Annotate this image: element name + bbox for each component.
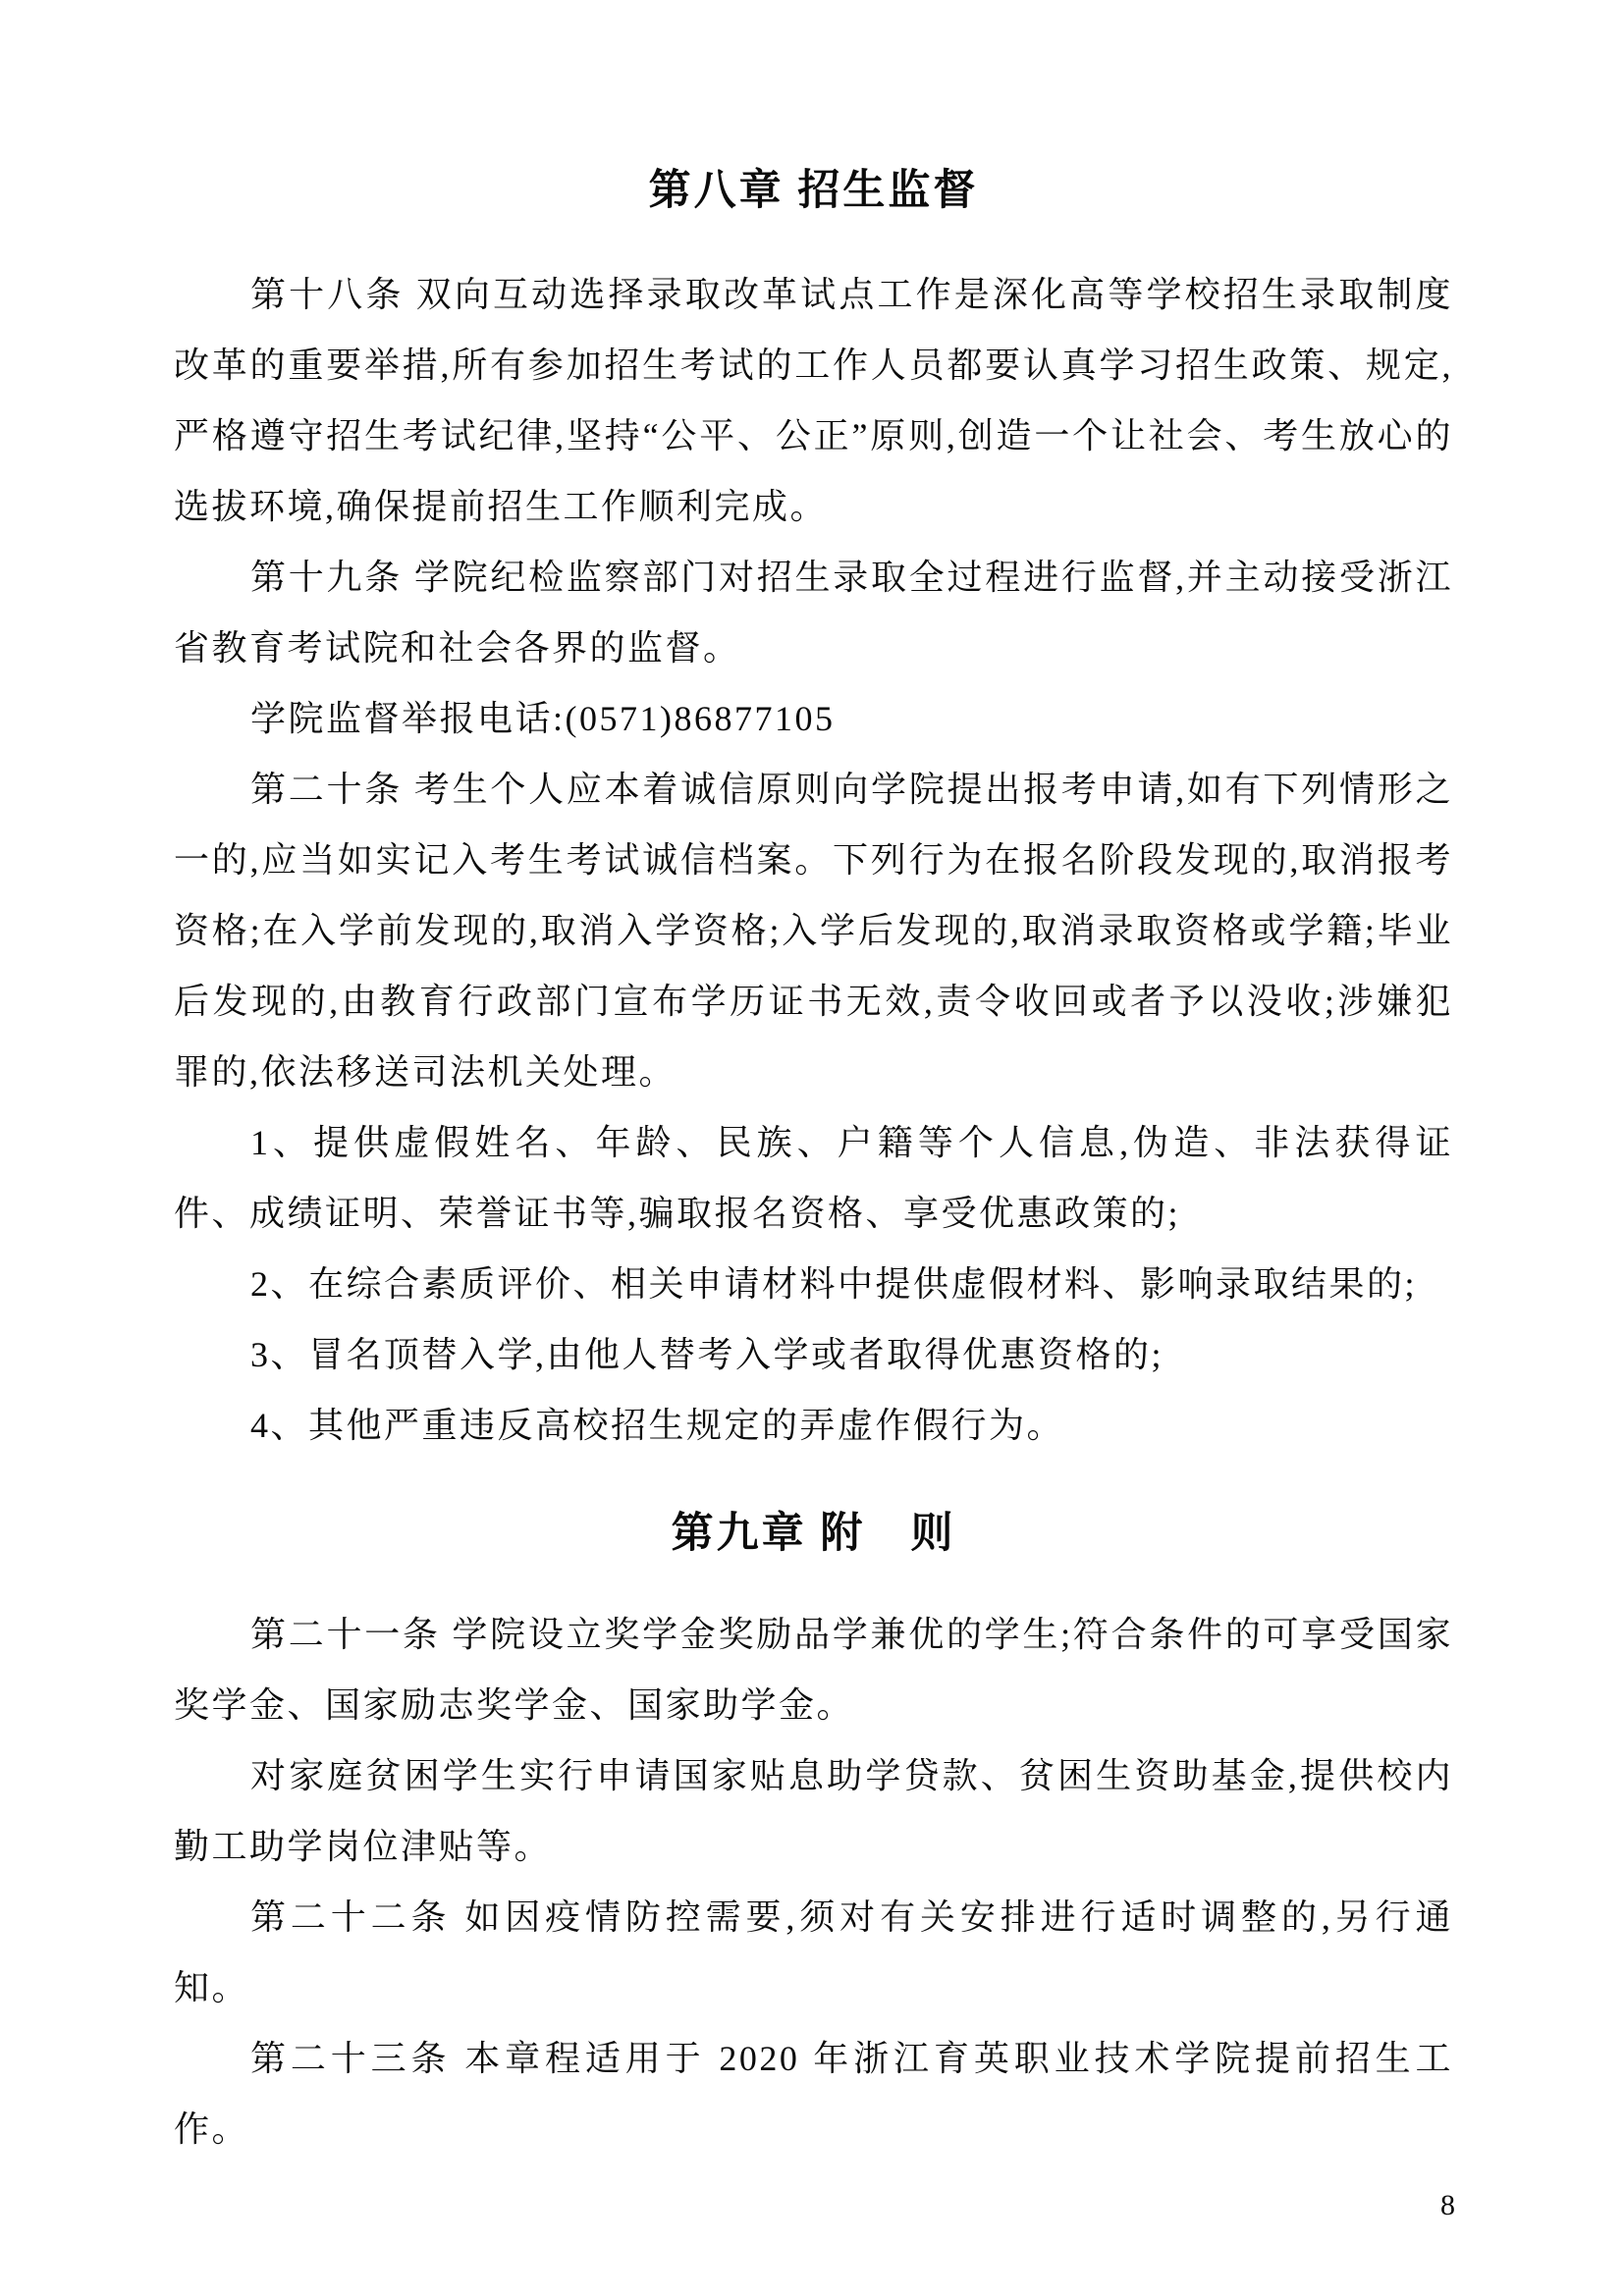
violation-list-item-2: 2、在综合素质评价、相关申请材料中提供虚假材料、影响录取结果的; [250, 1264, 1418, 1304]
page-content [174, 0, 1453, 2164]
chapter-9-title: 第九章 附 则 [671, 1511, 956, 1557]
article-21-paragraph: 第二十一条 学院设立奖学金奖励品学兼优的学生;符合条件的可享受国家奖学金、国家励志奖学金、国家助学金。 [174, 1615, 1453, 1725]
violation-list-item-3: 3、冒名顶替入学,由他人替考入学或者取得优惠资格的; [250, 1335, 1164, 1374]
financial-aid-paragraph: 对家庭贫困学生实行申请国家贴息助学贷款、贫困生资助基金,提供校内勤工助学岗位津贴等。 [174, 1756, 1453, 1866]
article-18-paragraph: 第十八条 双向互动选择录取改革试点工作是深化高等学校招生录取制度改革的重要举措,所有参加招生考试的工作人员都要认真学习招生政策、规定,严格遵守招生考试纪律,坚持“公平、公正”原则,创造一个让社会、考生放心的选拔环境,确保提前招生工作顺利完成。 [174, 275, 1453, 526]
article-19-paragraph: 第十九条 学院纪检监察部门对招生录取全过程进行监督,并主动接受浙江省教育考试院和社会各界的监督。 [174, 558, 1453, 667]
page-number: 8 [1440, 2189, 1455, 2221]
supervision-phone-line: 学院监督举报电话:(0571)86877105 [250, 699, 836, 738]
article-20-paragraph: 第二十条 考生个人应本着诚信原则向学院提出报考申请,如有下列情形之一的,应当如实记入考生考试诚信档案。下列行为在报名阶段发现的,取消报考资格;在入学前发现的,取消入学资格;入学后发现的,取消录取资格或学籍;毕业后发现的,由教育行政部门宣布学历证书无效,责令收回或者予以没收;涉嫌犯罪的,依法移送司法机关处理。 [174, 770, 1453, 1092]
violation-list-item-1: 1、提供虚假姓名、年龄、民族、户籍等个人信息,伪造、非法获得证件、成绩证明、荣誉证书等,骗取报名资格、享受优惠政策的; [174, 1123, 1453, 1233]
violation-list-item-4: 4、其他严重违反高校招生规定的弄虚作假行为。 [250, 1406, 1065, 1445]
article-23-paragraph: 第二十三条 本章程适用于 2020 年浙江育英职业技术学院提前招生工作。 [174, 2039, 1453, 2149]
chapter-8-title: 第八章 招生监督 [648, 168, 979, 214]
article-22-paragraph: 第二十二条 如因疫情防控需要,须对有关安排进行适时调整的,另行通知。 [174, 1897, 1453, 2007]
